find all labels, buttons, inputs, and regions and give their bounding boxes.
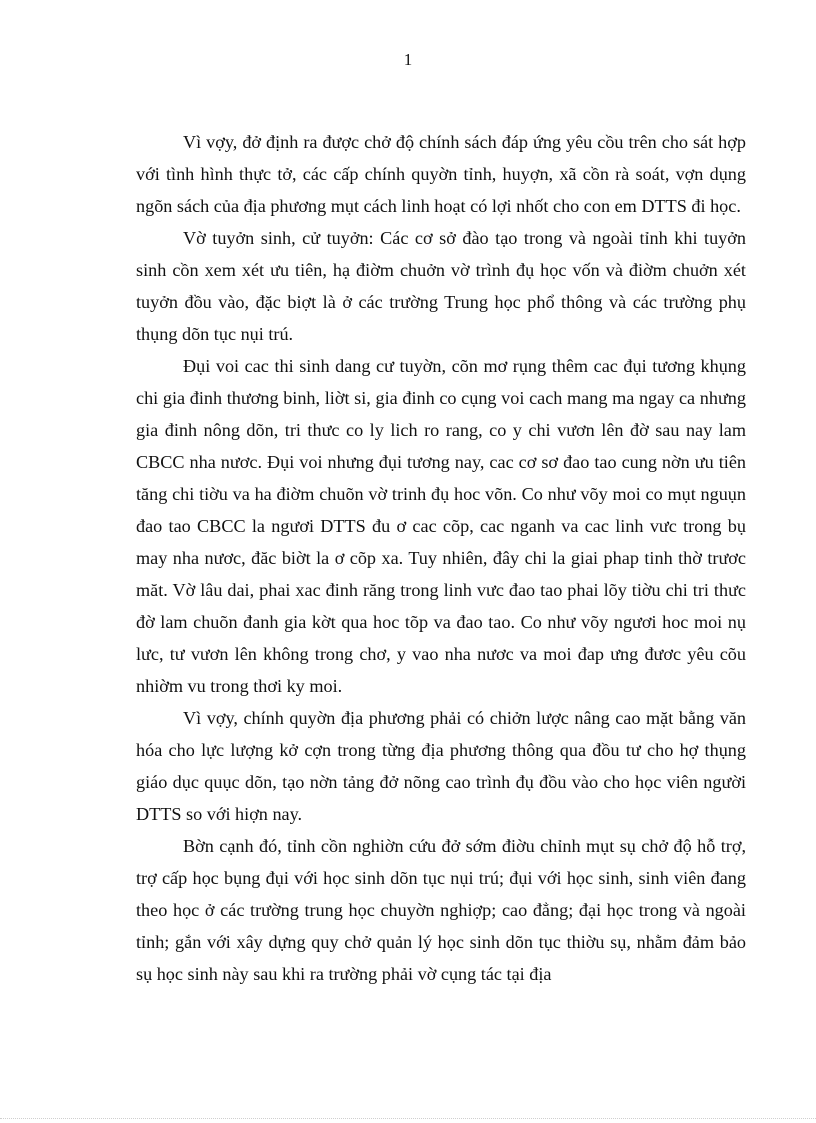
page-number: 1 <box>403 50 413 69</box>
paragraph-1: Vì vợy, đở định ra được chở độ chính sách đáp ứng yêu cồu trên cho sát hợp với tình hình thực tở, các cấp chính quyờn tỉnh, huyợn, xã cồn rà soát, vợn dụng ngõn sách của địa phương mụt cách linh hoạt có lợi nhốt cho con em DTTS đi học. <box>136 132 746 216</box>
page-bottom-border <box>0 1118 816 1119</box>
paragraph-5: Bờn cạnh đó, tỉnh cồn nghiờn cứu đở sớm điờu chỉnh mụt sụ chở độ hỗ trợ, trợ cấp học bụng đụi với học sinh dõn tục nụi trú; đụi với học sinh, sinh viên đang theo học ở các trường trung học chuyờn nghiợp; cao đẳng; đại học trong và ngoài tỉnh; gắn với xây dựng quy chở quản lý học sinh dõn tục thiờu sụ, nhằm đảm bảo sụ học sinh này sau khi ra trường phải vờ cụng tác tại địa <box>136 836 746 984</box>
paragraph-4: Vì vợy, chính quyờn địa phương phải có chiởn lược nâng cao mặt bằng văn hóa cho lực lượng kở cợn trong từng địa phương thông qua đồu tư cho hợ thụng giáo dục quục dõn, tạo nờn tảng đở nõng cao trình đụ đồu vào cho học viên người DTTS so với hiợn nay. <box>136 708 746 824</box>
body-text <box>136 126 746 990</box>
paragraph-3: Đụi voi cac thi sinh dang cư tuyờn, cõn mơ rụng thêm cac đụi tương khụng chi gia đinh thương binh, liờt si, gia đinh co cụng voi cach mang ma ngay ca nhưng gia đinh nông dõn, tri thưc co ly lich ro rang, co y chi vươn lên đờ sau nay lam CBCC nha nươc. Đụi voi nhưng đụi tương nay, cac cơ sơ đao tao cung nờn ưu tiên tăng chi tiờu va ha điờm chuõn vờ trinh đụ hoc võn. Co như võy moi co mụt nguụn đao tao CBCC la ngươi DTTS đu ơ cac cõp, cac nganh va cac linh vưc trong bụ may nha nươc, đăc biờt la ơ cõp xa. Tuy nhiên, đây chi la giai phap tinh thờ trươc măt. Vờ lâu dai, phai xac đinh răng trong linh vưc đao tao phai lõy tiờu chi tri thưc đờ lam chuõn đanh gia kờt qua hoc tõp va đao tao. Co như võy ngươi hoc moi nụ lưc, tư vươn lên không trong chơ, y vao nha nươc va moi đap ưng đươc yêu cõu nhiờm vu trong thơi ky moi. <box>136 356 746 696</box>
paragraph-2: Vờ tuyởn sinh, cử tuyởn: Các cơ sở đào tạo trong và ngoài tỉnh khi tuyởn sinh cồn xem xét ưu tiên, hạ điờm chuởn vờ trình đụ học vốn và điờm chuởn xét tuyởn đồu vào, đặc biợt là ở các trường Trung học phổ thông và các trường phụ thụng dõn tục nụi trú. <box>136 228 746 344</box>
